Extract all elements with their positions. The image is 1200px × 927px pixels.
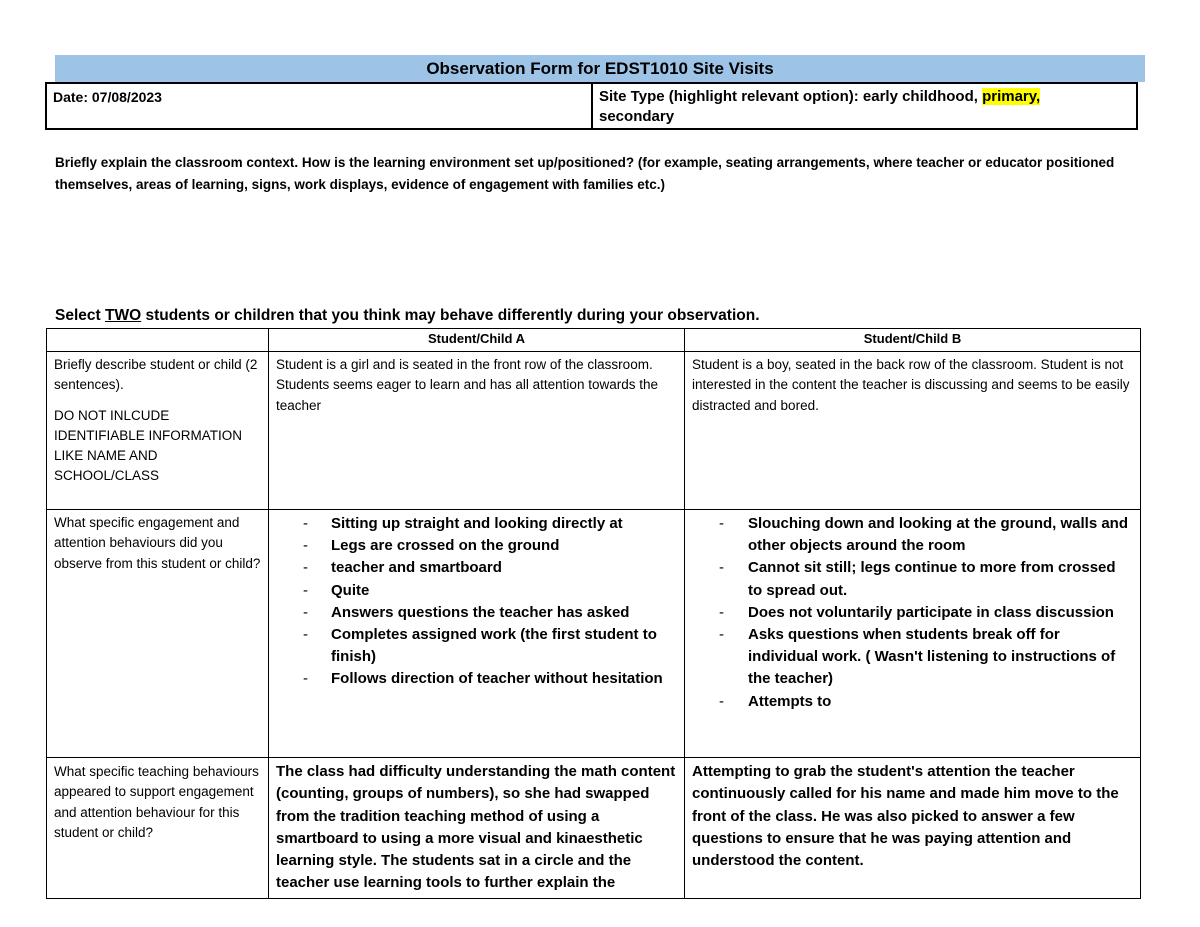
select-heading-underlined: TWO	[104, 307, 142, 324]
list-item: - Sitting up straight and looking directly at	[276, 513, 677, 535]
describe-row	[47, 352, 1141, 510]
engagement-child-b-cell	[685, 510, 1141, 758]
teaching-question: What specific teaching behaviours appeared to support engagement and attention behaviour for this student or child?	[47, 758, 269, 899]
site-type-prefix: Site Type (highlight relevant option): early childhood,	[599, 88, 983, 105]
info-table	[45, 82, 1138, 130]
list-item: - Follows direction of teacher without hesitation	[276, 668, 677, 690]
teaching-child-a: The class had difficulty understanding the math content (counting, groups of numbers), so she had swapped from the tradition teaching method of using a smartboard to using a more visual and kinaesthetic learning style. The students sat in a circle and the teacher use learning tools to further explain the	[269, 758, 685, 899]
list-item: - Asks questions when students break off for individual work. ( Wasn't listening to instructions of the teacher)	[692, 624, 1133, 691]
describe-question-cell	[47, 352, 269, 510]
list-item: - Does not voluntarily participate in class discussion	[692, 602, 1133, 624]
date-field: Date: 07/08/2023	[47, 84, 593, 128]
describe-child-b: Student is a boy, seated in the back row of the classroom. Student is not interested in the content the teacher is discussing and seems to be easily distracted and bored.	[685, 352, 1141, 510]
list-item: - Slouching down and looking at the ground, walls and other objects around the room	[692, 513, 1133, 557]
site-type-suffix: secondary	[599, 108, 675, 125]
form-title: Observation Form for EDST1010 Site Visits	[55, 55, 1145, 82]
engagement-question: What specific engagement and attention behaviours did you observe from this student or child?	[47, 510, 269, 758]
list-item: - teacher and smartboard	[276, 557, 677, 579]
describe-note: DO NOT INLCUDE IDENTIFIABLE INFORMATION LIKE NAME AND SCHOOL/CLASS	[54, 407, 243, 484]
teaching-child-b: Attempting to grab the student's attention the teacher continuously called for his name and made him move to the front of the class. He was also picked to answer a few questions to ensure that he was paying attention and understood the content.	[685, 758, 1141, 899]
engagement-child-a-list	[276, 513, 677, 691]
engagement-child-b-list	[692, 513, 1133, 713]
engagement-child-a-cell	[269, 510, 685, 758]
list-item: - Quite	[276, 580, 677, 602]
list-item: - Answers questions the teacher has asked	[276, 602, 677, 624]
observation-table	[46, 328, 1141, 899]
site-type-field	[593, 84, 1136, 128]
list-item: - Attempts to	[692, 691, 1133, 713]
select-heading-after: students or children that you think may behave differently during your observation.	[141, 307, 760, 324]
header-row	[47, 329, 1141, 352]
engagement-row	[47, 510, 1141, 758]
context-question: Briefly explain the classroom context. How is the learning environment set up/positioned? (for example, seating arrangements, where teacher or educator positioned themselves, areas of learning, signs, work displays, evidence of engagement with families etc.)	[55, 155, 1115, 192]
teaching-row	[47, 758, 1141, 899]
list-item: - Cannot sit still; legs continue to more from crossed to spread out.	[692, 557, 1133, 601]
describe-question: Briefly describe student or child (2 sentences).	[54, 357, 258, 393]
header-child-a: Student/Child A	[269, 329, 685, 352]
select-heading-before: Select	[55, 307, 105, 324]
list-item: - Legs are crossed on the ground	[276, 535, 677, 557]
header-blank	[47, 329, 269, 352]
site-type-highlight: primary,	[982, 88, 1041, 105]
describe-child-a: Student is a girl and is seated in the front row of the classroom. Students seems eager to learn and has all attention towards the teacher	[269, 352, 685, 510]
header-child-b: Student/Child B	[685, 329, 1141, 352]
select-heading	[55, 306, 760, 326]
list-item: - Completes assigned work (the first student to finish)	[276, 624, 677, 668]
